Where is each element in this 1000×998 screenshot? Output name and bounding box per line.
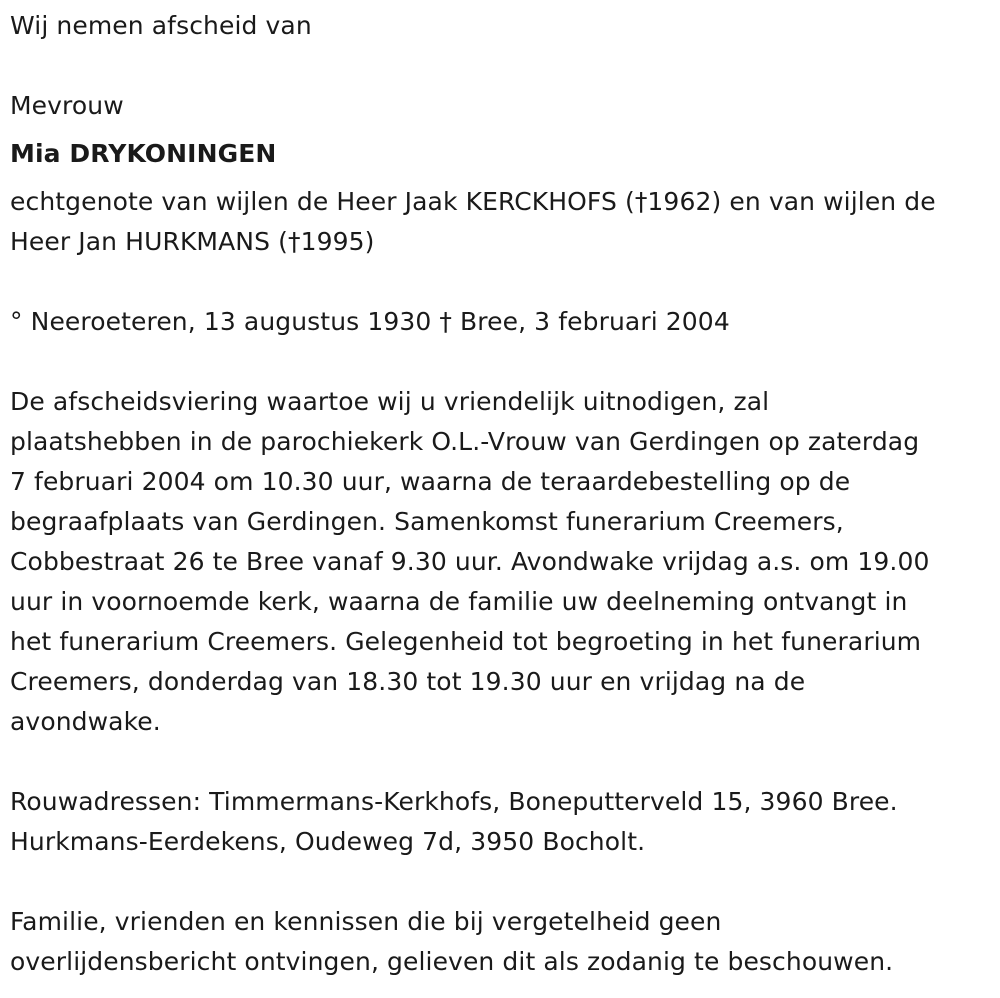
ceremony-line: plaatshebben in de parochiekerk O.L.-Vrouw van Gerdingen op zaterdag [10,427,920,456]
ceremony-line: avondwake. [10,707,161,736]
ceremony-line: uur in voornoemde kerk, waarna de familie uw deelneming ontvangt in [10,587,908,616]
life-dates: ° Neeroeteren, 13 augustus 1930 † Bree, 3 februari 2004 [10,307,730,336]
address-line: Hurkmans-Eerdekens, Oudeweg 7d, 3950 Bocholt. [10,827,646,856]
salutation: Mevrouw [10,91,124,120]
ceremony-line: 7 februari 2004 om 10.30 uur, waarna de teraardebestelling op de [10,467,851,496]
address-line: Rouwadressen: Timmermans-Kerkhofs, Boneputterveld 15, 3960 Bree. [10,787,898,816]
spouses-line-2: Heer Jan HURKMANS (†1995) [10,227,375,256]
ceremony-line: De afscheidsviering waartoe wij u vriendelijk uitnodigen, zal [10,387,770,416]
ceremony-line: het funerarium Creemers. Gelegenheid tot begroeting in het funerarium [10,627,922,656]
intro-text: Wij nemen afscheid van [10,11,312,40]
deceased-name: Mia DRYKONINGEN [10,139,277,168]
ceremony-line: begraafplaats van Gerdingen. Samenkomst funerarium Creemers, [10,507,844,536]
ceremony-line: Creemers, donderdag van 18.30 tot 19.30 uur en vrijdag na de [10,667,806,696]
closing-line: overlijdensbericht ontvingen, gelieven dit als zodanig te beschouwen. [10,947,894,976]
ceremony-line: Cobbestraat 26 te Bree vanaf 9.30 uur. Avondwake vrijdag a.s. om 19.00 [10,547,930,576]
closing-line: Familie, vrienden en kennissen die bij vergetelheid geen [10,907,722,936]
spouses-line-1: echtgenote van wijlen de Heer Jaak KERCKHOFS (†1962) en van wijlen de [10,187,936,216]
